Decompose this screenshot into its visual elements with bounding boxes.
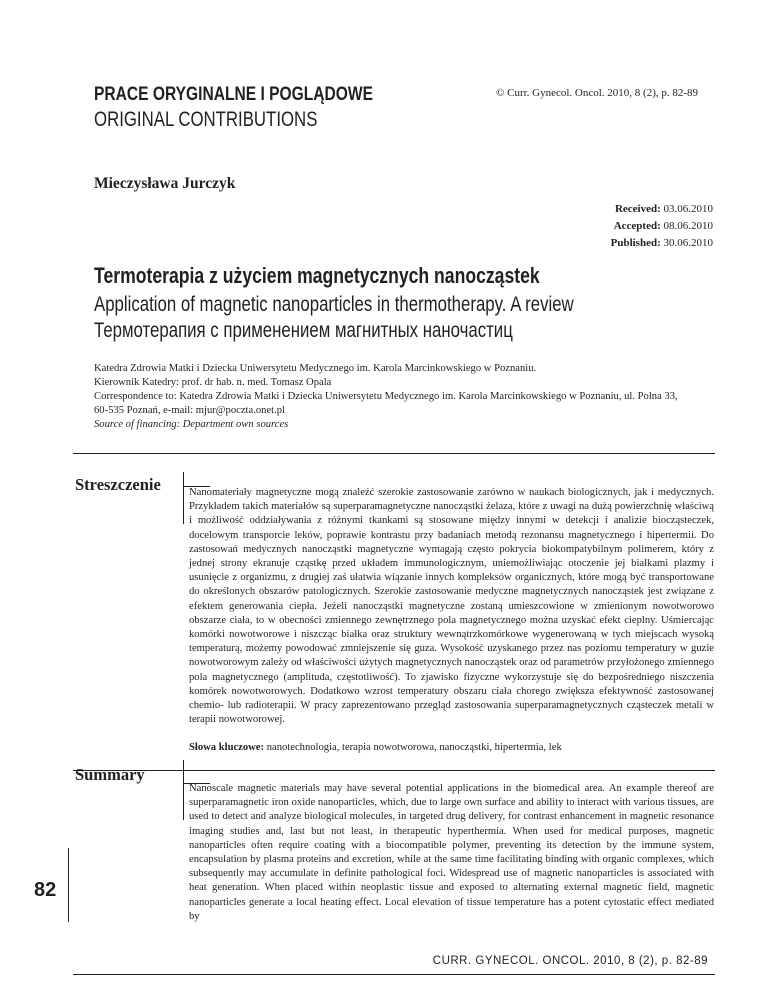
heading-rule (183, 760, 184, 820)
article-title-en: Application of magnetic nanoparticles in thermotherapy. A review (94, 293, 574, 316)
accepted-date: Accepted: 08.06.2010 (613, 220, 713, 232)
department-head: Kierownik Katedry: prof. dr hab. n. med. Tomasz Opala (94, 377, 332, 388)
page-number: 82 (34, 879, 57, 901)
affiliation-line: Katedra Zdrowia Matki i Dziecka Uniwersytetu Medycznego im. Karola Marcinkowskiego w Poznaniu. (94, 363, 537, 374)
financing-source: Source of financing: Department own sources (94, 419, 289, 430)
correspondence: Correspondence to: Katedra Zdrowia Matki i Dziecka Uniwersytetu Medycznego im. Karola Marcinkowskiego w Poznaniu, ul. Polna 33, (94, 391, 678, 402)
correspondence-address: 60-535 Poznań, e-mail: mjur@poczta.onet.pl (94, 405, 285, 416)
summary-text: Nanoscale magnetic materials may have several potential applications in the biomedical area. An example thereof are superparamagnetic iron oxide nanoparticles, which, due to large own surface and ability to interact with various tissues, are used to detect and analyze biological molecules, in targeted drug delivery, for contrast enhancement in magnetic resonance imaging studies and, last but not least, in therapeutic hyperthermia. When used for medical purposes, magnetic nanoparticles often require coating with a biocompatible polymer, preventing its detection by the immune system, encapsulation by plasma proteins and excretion, while at the same time facilitating binding with organic complexes, which subsequently may accumulate in definite pathological foci. Widespread use of magnetic nanoparticles is associated with heat generation. When placed within neoplastic tissue and exposed to alternating external magnetic field, magnetic nanoparticles generate a local heating effect. Local elevation of tissue temperature has a potent cytostatic effect mediated by (189, 783, 714, 922)
article-title-ru: Термотерапия с применением магнитных наночастиц (94, 319, 513, 342)
received-date: Received: 03.06.2010 (614, 203, 713, 215)
journal-section-title-pl: PRACE ORYGINALNE I POGLĄDOWE (94, 84, 374, 105)
published-date: Published: 30.06.2010 (610, 237, 713, 249)
footer-citation: CURR. GYNECOL. ONCOL. 2010, 8 (2), p. 82-89 (432, 955, 708, 967)
header-citation: © Curr. Gynecol. Oncol. 2010, 8 (2), p. 82-89 (496, 87, 699, 99)
author-name: Mieczysława Jurczyk (94, 175, 236, 192)
keywords: Słowa kluczowe: nanotechnologia, terapia nowotworowa, nanocząstki, hipertermia, lek (189, 742, 562, 753)
article-title-pl: Termoterapia z użyciem magnetycznych nanocząstek (94, 263, 540, 288)
heading-rule (183, 472, 184, 524)
divider (73, 770, 715, 771)
abstract-text: Nanomateriały magnetyczne mogą znaleźć szerokie zastosowanie zarówno w naukach biologicznych, jak i medycznych. Przykładem takich materiałów są superparamagnetyczne nanocząstki żelaza, które z uwagi na dużą powierzchnię właściwą i możliwość oddziaływania z różnymi tkankami są stosowane między innymi w detekcji i analizie biocząsteczek, docelowym transporcie leków, poprawie kontrastu przy badaniach metodą rezonansu magnetycznego i hipertermii. Do zastosowań medycznych nanocząstki magnetyczne wymagają często pokrycia biokompatybilnym polimerem, który z jednej strony ekranuje cząstkę przed układem immunologicznym, uniemożliwiając otoczenie jej białkami plazmy i usunięcie z organizmu, z drugiej zaś ułatwia wiązanie innych kompleksów organicznych, które mogą być transportowane do określonych obszarów patologicznych. Szerokie zastosowanie medyczne magnetycznych nanocząstek jest związane z efektem generowania ciepła. Jeżeli nanocząstki magnetyczne zostaną umieszcowione w zmienionym nowotworowo obszarze ciała, to w obecności zmiennego zewnętrznego pola magnetycznego można uzyskać efekt cieplny. Uśmiercając komórki nowotworowe i niszcząc białka oraz struktury wewnątrzkomórkowe wygenerowaną w tych miejscach wysoką temperaturą, możemy powodować zmniejszenie się guza. Wysokość uzyskanego przez nas poziomu temperatury w guzie nowotworowym zależy od właściwości użytych magnetycznych nanocząstek oraz od parametrów przyłożonego zmiennego pola magnetycznego (amplituda, częstotliwość). To zjawisko fizyczne wykorzystuje się do bezpośredniego niszczenia komórek nowotworowych. Dodatkowo wzrost temperatury obszaru ciała chorego zwiększa efektywność zastosowanej chemio- lub radioterapii. W pracy zaprezentowano przegląd zastosowania superparamagnetycznych cząsteczek metali w terapii nowotworowej. (189, 487, 714, 726)
summary-heading: Summary (75, 765, 145, 784)
footer-rule (73, 974, 715, 975)
divider (73, 453, 715, 454)
article-dates (611, 201, 713, 252)
abstract-heading: Streszczenie (75, 475, 161, 494)
page-number-rule (68, 848, 69, 922)
journal-section-title-en: ORIGINAL CONTRIBUTIONS (94, 108, 318, 131)
affiliation-block (94, 362, 724, 432)
